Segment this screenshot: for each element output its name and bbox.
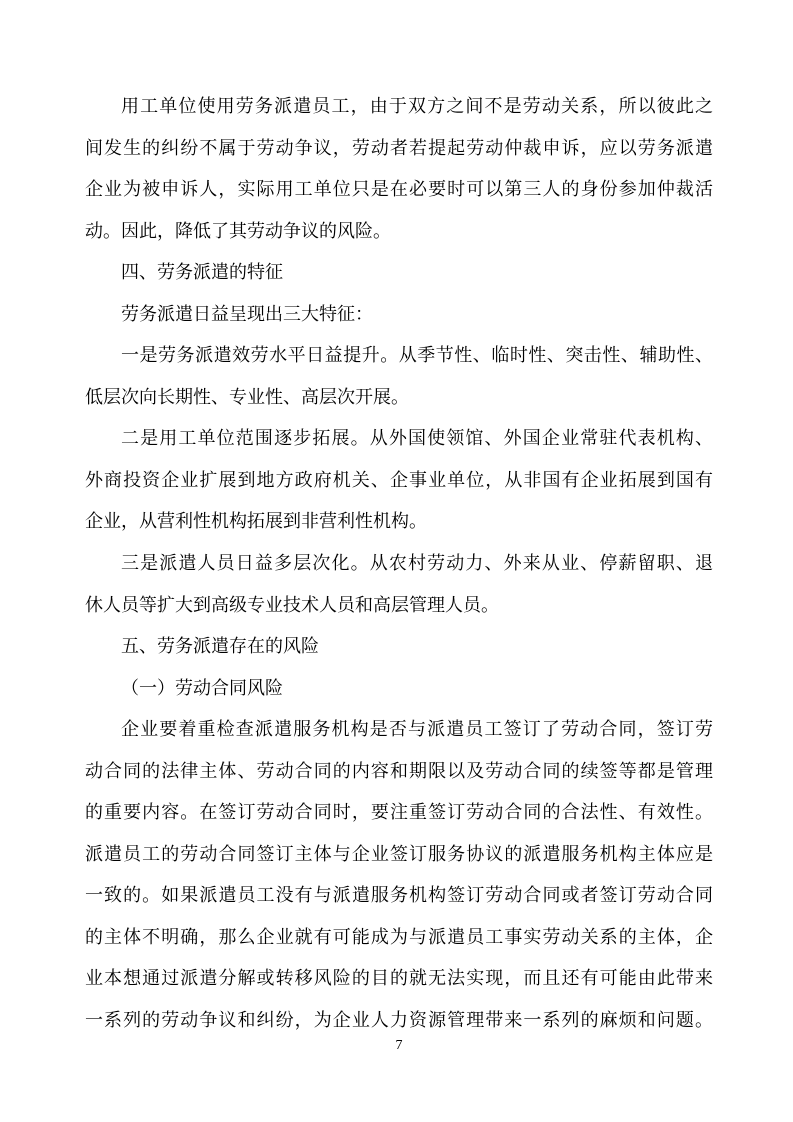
text-line: 低层次向长期性、专业性、高层次开展。 [85,386,409,407]
text-line: 的主体不明确，那么企业就有可能成为与派遣员工事实劳动关系的主体，企 [85,926,713,947]
text-line: 间发生的纠纷不属于劳动争议，劳动者若提起劳动仲裁申诉，应以劳务派遣 [85,137,713,158]
text-line: 动。因此，降低了其劳动争议的风险。 [85,220,391,241]
subsection-heading: （一）劳动合同风险 [121,677,283,698]
section-heading: 四、劳务派遣的特征 [121,262,283,283]
text-line: 企业要着重检查派遣服务机构是否与派遣员工签订了劳动合同，签订劳 [121,719,713,740]
text-line: 一系列的劳动争议和纠纷，为企业人力资源管理带来一系列的麻烦和问题。 [85,1010,713,1031]
text-line: 一是劳务派遣效劳水平日益提升。从季节性、临时性、突击性、辅助性、 [121,345,713,366]
text-line: 一致的。如果派遣员工没有与派遣服务机构签订劳动合同或者签订劳动合同 [85,885,713,906]
text-line: 劳务派遣日益呈现出三大特征： [121,303,373,324]
text-line: 派遣员工的劳动合同签订主体与企业签订服务协议的派遣服务机构主体应是 [85,843,713,864]
text-line: 业本想通过派遣分解或转移风险的目的就无法实现，而且还有可能由此带来 [85,968,713,989]
section-heading: 五、劳务派遣存在的风险 [121,636,319,657]
text-line: 休人员等扩大到高级专业技术人员和高层管理人员。 [85,594,499,615]
text-line: 动合同的法律主体、劳动合同的内容和期限以及劳动合同的续签等都是管理 [85,760,713,781]
text-line: 的重要内容。在签订劳动合同时，要注重签订劳动合同的合法性、有效性。 [85,802,713,823]
text-line: 外商投资企业扩展到地方政府机关、企事业单位，从非国有企业拓展到国有 [85,469,713,490]
document-body [85,86,713,1042]
text-line: 企业，从营利性机构拓展到非营利性机构。 [85,511,427,532]
text-line: 企业为被申诉人，实际用工单位只是在必要时可以第三人的身份参加仲裁活 [85,179,713,200]
text-line: 三是派遣人员日益多层次化。从农村劳动力、外来从业、停薪留职、退 [121,553,713,574]
text-line: 用工单位使用劳务派遣员工，由于双方之间不是劳动关系，所以彼此之 [121,96,713,116]
page-number: 7 [395,1038,403,1053]
text-line: 二是用工单位范围逐步拓展。从外国使领馆、外国企业常驻代表机构、 [121,428,713,449]
